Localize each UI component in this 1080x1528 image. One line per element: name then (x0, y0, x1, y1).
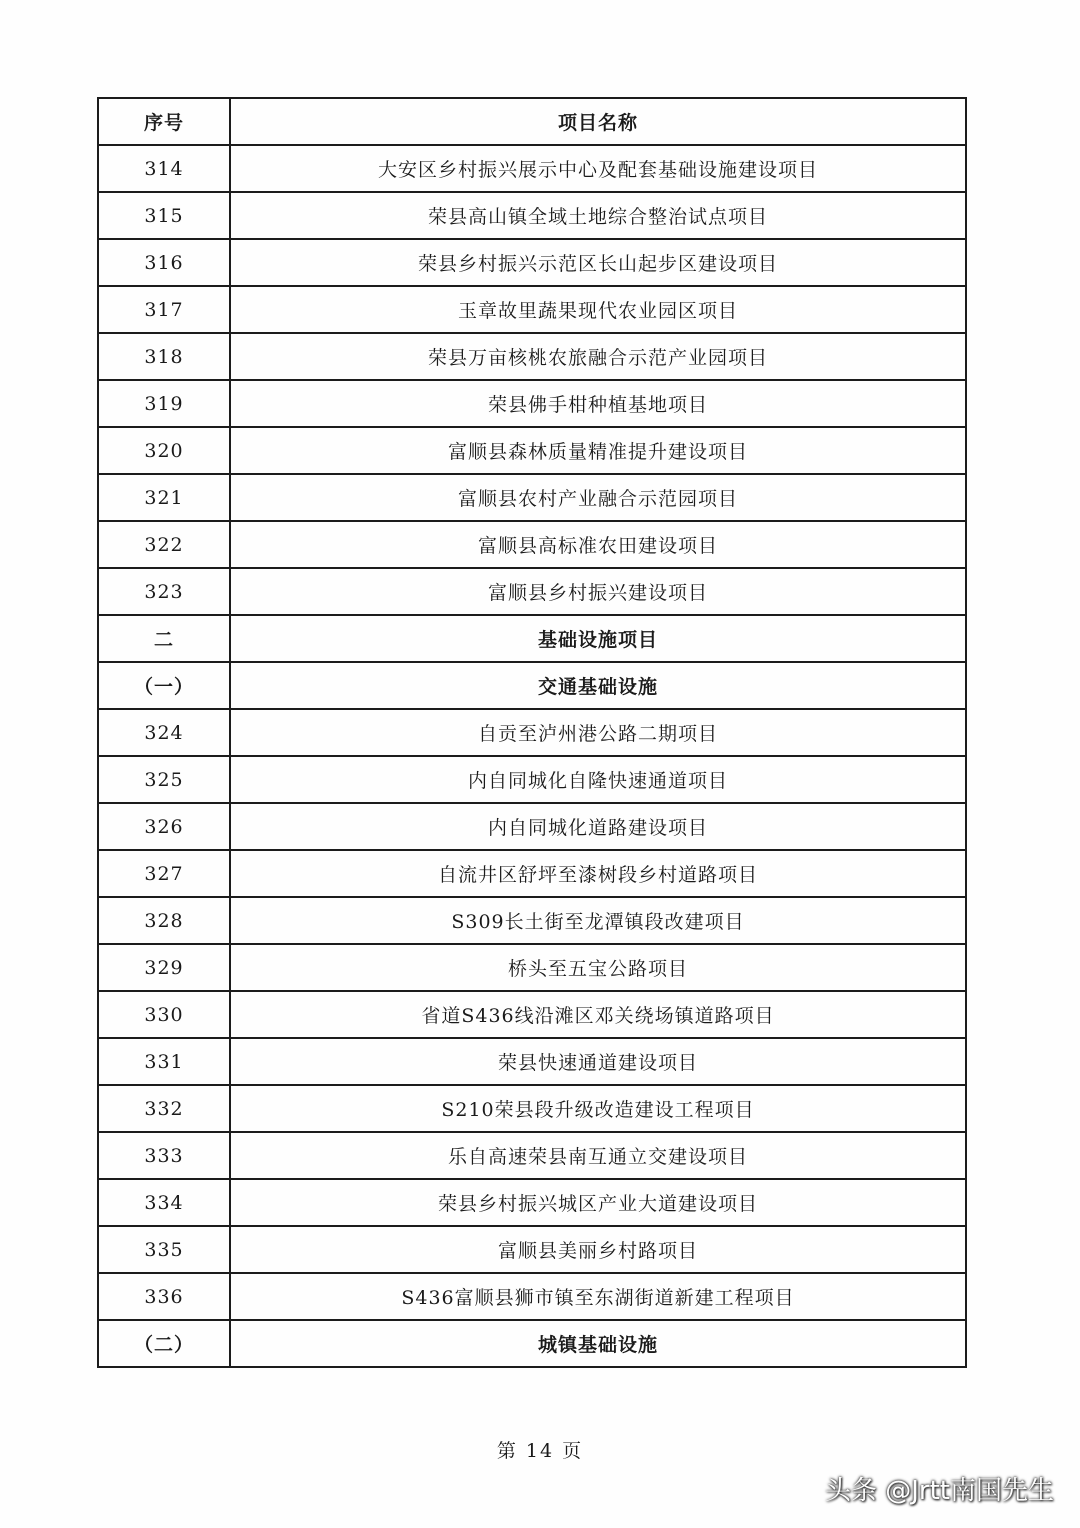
table-row (98, 380, 966, 427)
table-row (98, 1038, 966, 1085)
serial-number-cell: 320 (98, 427, 230, 474)
serial-number-cell: 316 (98, 239, 230, 286)
project-name-cell: 桥头至五宝公路项目 (230, 944, 966, 991)
serial-number-cell: 315 (98, 192, 230, 239)
table-header-row (98, 98, 966, 145)
serial-number-cell: 319 (98, 380, 230, 427)
serial-number-cell: 336 (98, 1273, 230, 1320)
project-name-cell: 玉章故里蔬果现代农业园区项目 (230, 286, 966, 333)
project-name-cell: 乐自高速荣县南互通立交建设项目 (230, 1132, 966, 1179)
serial-number-cell: 330 (98, 991, 230, 1038)
serial-number-cell: 321 (98, 474, 230, 521)
table-row (98, 521, 966, 568)
project-name-cell: 富顺县森林质量精准提升建设项目 (230, 427, 966, 474)
project-name-cell: 基础设施项目 (230, 615, 966, 662)
table-row (98, 709, 966, 756)
table-row (98, 568, 966, 615)
project-name-cell: 荣县乡村振兴城区产业大道建设项目 (230, 1179, 966, 1226)
table-row (98, 239, 966, 286)
project-name-cell: 城镇基础设施 (230, 1320, 966, 1367)
serial-number-cell: 325 (98, 756, 230, 803)
table-row (98, 1179, 966, 1226)
table-row (98, 756, 966, 803)
table-row (98, 474, 966, 521)
serial-number-cell: 323 (98, 568, 230, 615)
header-project-name: 项目名称 (230, 98, 966, 145)
project-name-cell: 富顺县农村产业融合示范园项目 (230, 474, 966, 521)
serial-number-cell: 334 (98, 1179, 230, 1226)
project-name-cell: 交通基础设施 (230, 662, 966, 709)
serial-number-cell: 335 (98, 1226, 230, 1273)
table-row (98, 803, 966, 850)
table-row (98, 897, 966, 944)
section-row (98, 1320, 966, 1367)
serial-number-cell: 332 (98, 1085, 230, 1132)
project-name-cell: 自贡至泸州港公路二期项目 (230, 709, 966, 756)
serial-number-cell: 314 (98, 145, 230, 192)
project-name-cell: 大安区乡村振兴展示中心及配套基础设施建设项目 (230, 145, 966, 192)
table-row (98, 427, 966, 474)
serial-number-cell: 326 (98, 803, 230, 850)
table-row (98, 850, 966, 897)
project-name-cell: 内自同城化自隆快速通道项目 (230, 756, 966, 803)
project-table (97, 97, 967, 1368)
serial-number-cell: 324 (98, 709, 230, 756)
project-name-cell: 富顺县乡村振兴建设项目 (230, 568, 966, 615)
project-name-cell: 省道S436线沿滩区邓关绕场镇道路项目 (230, 991, 966, 1038)
serial-number-cell: 328 (98, 897, 230, 944)
project-name-cell: 富顺县美丽乡村路项目 (230, 1226, 966, 1273)
serial-number-cell: 327 (98, 850, 230, 897)
page-number: 第 14 页 (496, 1440, 584, 1462)
watermark: 头条 @Jrtt南国先生 (824, 1476, 1054, 1506)
serial-number-cell: 331 (98, 1038, 230, 1085)
project-name-cell: 荣县万亩核桃农旅融合示范产业园项目 (230, 333, 966, 380)
project-name-cell: 荣县乡村振兴示范区长山起步区建设项目 (230, 239, 966, 286)
serial-number-cell: 二 (98, 615, 230, 662)
table-row (98, 1226, 966, 1273)
project-name-cell: 荣县快速通道建设项目 (230, 1038, 966, 1085)
table-row (98, 1085, 966, 1132)
table-body (98, 145, 966, 1367)
project-name-cell: S309长土街至龙潭镇段改建项目 (230, 897, 966, 944)
serial-number-cell: 322 (98, 521, 230, 568)
table-row (98, 286, 966, 333)
project-name-cell: 自流井区舒坪至漆树段乡村道路项目 (230, 850, 966, 897)
project-name-cell: S210荣县段升级改造建设工程项目 (230, 1085, 966, 1132)
project-name-cell: S436富顺县狮市镇至东湖街道新建工程项目 (230, 1273, 966, 1320)
table-row (98, 192, 966, 239)
project-name-cell: 富顺县高标准农田建设项目 (230, 521, 966, 568)
serial-number-cell: （一） (98, 662, 230, 709)
serial-number-cell: 317 (98, 286, 230, 333)
table-row (98, 1273, 966, 1320)
serial-number-cell: 329 (98, 944, 230, 991)
project-name-cell: 荣县高山镇全域土地综合整治试点项目 (230, 192, 966, 239)
serial-number-cell: （二） (98, 1320, 230, 1367)
table-row (98, 145, 966, 192)
project-name-cell: 内自同城化道路建设项目 (230, 803, 966, 850)
serial-number-cell: 318 (98, 333, 230, 380)
serial-number-cell: 333 (98, 1132, 230, 1179)
header-serial-number: 序号 (98, 98, 230, 145)
table-row (98, 944, 966, 991)
section-row (98, 662, 966, 709)
section-row (98, 615, 966, 662)
table-row (98, 1132, 966, 1179)
project-name-cell: 荣县佛手柑种植基地项目 (230, 380, 966, 427)
table-row (98, 991, 966, 1038)
table-row (98, 333, 966, 380)
